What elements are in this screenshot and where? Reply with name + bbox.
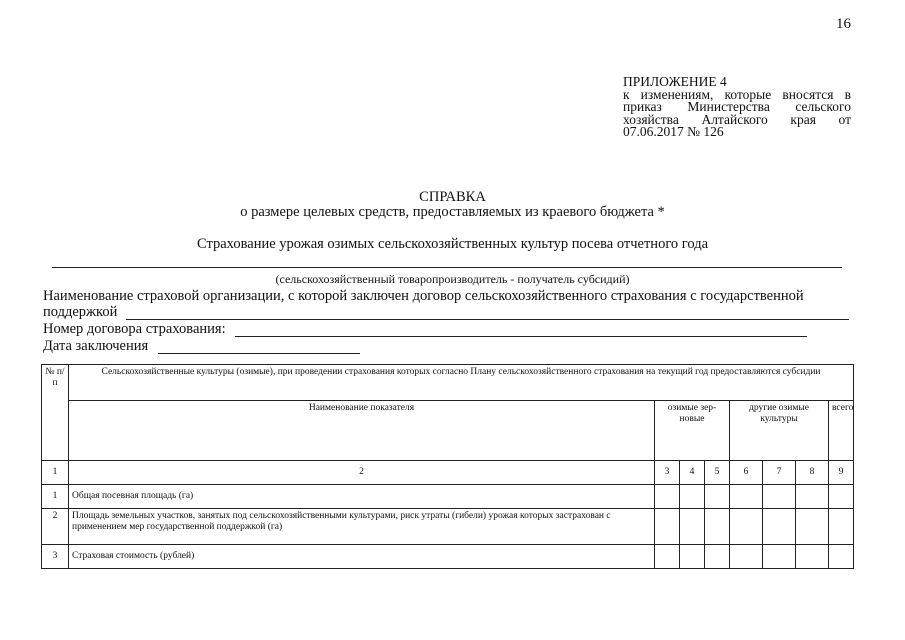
value-cell[interactable]	[829, 485, 854, 509]
value-cell[interactable]	[655, 545, 680, 569]
colnum-cell: 8	[796, 461, 829, 485]
header-other-winter: другие озимые культуры	[730, 401, 829, 461]
value-cell[interactable]	[655, 509, 680, 545]
value-cell[interactable]	[705, 509, 730, 545]
value-cell[interactable]	[680, 485, 705, 509]
appendix-title: ПРИЛОЖЕНИЕ 4	[623, 74, 727, 89]
row-indicator: Страховая стоимость (рублей)	[69, 545, 655, 569]
insurer-label: Наименование страховой организации, с которой заключен договор сельскохозяйственного страхования с государственной	[43, 288, 804, 304]
row-number: 1	[42, 485, 69, 509]
row-indicator: Площадь земельных участков, занятых под сельскохозяйственными культурами, риск утраты (гибели) урожая которых застрахован с применением мер государственной поддержкой (га)	[69, 509, 655, 545]
row-indicator: Общая посевная площадь (га)	[69, 485, 655, 509]
value-cell[interactable]	[763, 485, 796, 509]
value-cell[interactable]	[763, 545, 796, 569]
colnum-cell: 1	[42, 461, 69, 485]
document-subtitle: о размере целевых средств, предоставляемых из краевого бюджета *	[240, 204, 665, 220]
appendix-line-4: 07.06.2017 № 126	[623, 124, 724, 140]
appendix-line-1: к изменениям, которые вносятся в	[623, 86, 851, 102]
value-cell[interactable]	[730, 545, 763, 569]
value-cell[interactable]	[829, 545, 854, 569]
row-number: 3	[42, 545, 69, 569]
colnum-cell: 7	[763, 461, 796, 485]
value-cell[interactable]	[796, 509, 829, 545]
value-cell[interactable]	[705, 545, 730, 569]
colnum-cell: 2	[69, 461, 655, 485]
appendix-line-2: приказ Министерства сельского	[623, 99, 851, 115]
colnum-cell: 5	[705, 461, 730, 485]
insurer-field-line[interactable]	[126, 319, 849, 320]
value-cell[interactable]	[680, 545, 705, 569]
value-cell[interactable]	[763, 509, 796, 545]
value-cell[interactable]	[796, 485, 829, 509]
value-cell[interactable]	[730, 509, 763, 545]
contract-number-field-line[interactable]	[235, 336, 807, 337]
header-indicator: Наименование показателя	[69, 401, 655, 461]
document-subject: Страхование урожая озимых сельскохозяйственных культур посева отчетного года	[196, 236, 709, 252]
appendix-line-3: хозяйства Алтайского края от	[623, 111, 851, 127]
page-number: 16	[836, 16, 851, 32]
colnum-cell: 9	[829, 461, 854, 485]
insurer-label-cont: поддержкой	[43, 304, 118, 320]
row-number: 2	[42, 509, 69, 545]
header-winter-grain: озимые зер-новые	[655, 401, 730, 461]
value-cell[interactable]	[796, 545, 829, 569]
appendix-block	[623, 76, 851, 139]
colnum-cell: 6	[730, 461, 763, 485]
recipient-line[interactable]	[52, 267, 842, 268]
table-row	[42, 509, 854, 545]
recipient-hint: (сельскохозяйственный товаропроизводитель - получатель субсидий)	[275, 272, 630, 286]
contract-number-label: Номер договора страхования:	[43, 321, 226, 337]
value-cell[interactable]	[705, 485, 730, 509]
document-title: СПРАВКА	[419, 189, 486, 205]
contract-date-field-line[interactable]	[158, 353, 360, 354]
colnum-cell: 4	[680, 461, 705, 485]
value-cell[interactable]	[655, 485, 680, 509]
contract-date-label: Дата заключения	[43, 338, 149, 354]
table-row	[42, 545, 854, 569]
value-cell[interactable]	[829, 509, 854, 545]
header-crop-group: Сельскохозяйственные культуры (озимые), при проведении страхования которых согласно Плану сельскохозяйственного страхования на текущий год предоставляются субсидии	[69, 365, 854, 401]
value-cell[interactable]	[730, 485, 763, 509]
table-row	[42, 485, 854, 509]
header-num: № п/п	[42, 365, 69, 461]
colnum-cell: 3	[655, 461, 680, 485]
value-cell[interactable]	[680, 509, 705, 545]
header-total: всего	[829, 401, 854, 461]
subsidy-table	[41, 364, 854, 569]
